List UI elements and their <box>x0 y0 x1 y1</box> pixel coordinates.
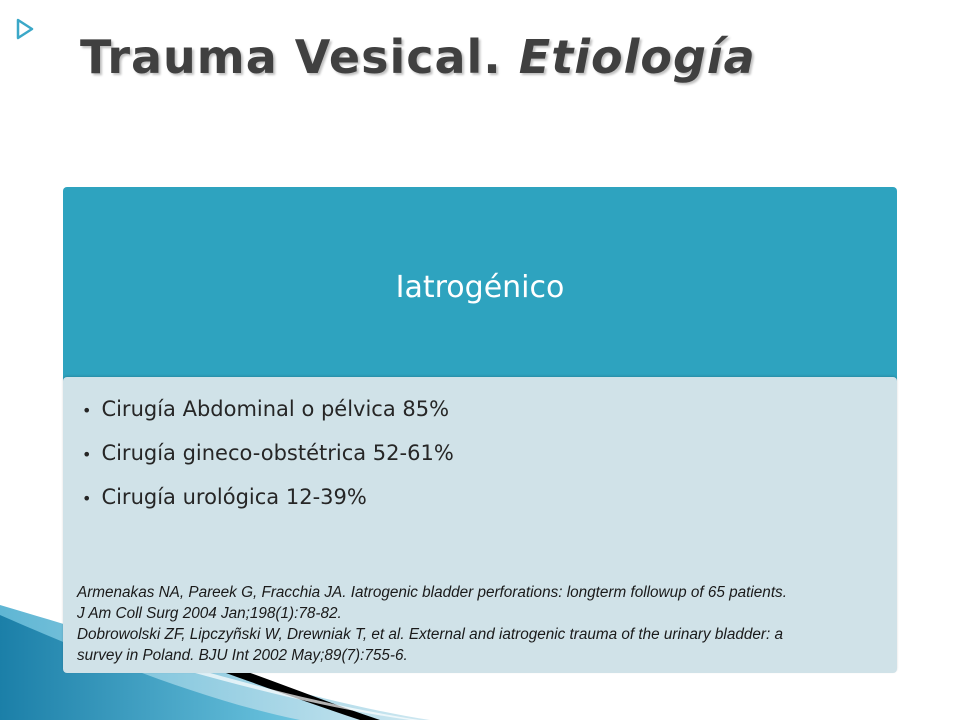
reference-line: Armenakas NA, Pareek G, Fracchia JA. Iatrogenic bladder perforations: longterm followup of 65 patients. <box>77 584 787 601</box>
title-italic: Etiología <box>518 30 756 84</box>
list-item <box>82 436 454 480</box>
reference-line: survey in Poland. BJU Int 2002 May;89(7):755-6. <box>77 647 408 664</box>
category-header-box <box>63 187 897 387</box>
category-header: Iatrogénico <box>395 269 565 305</box>
reference-line: J Am Coll Surg 2004 Jan;198(1):78-82. <box>77 605 342 622</box>
references <box>77 582 957 666</box>
bullet-text: Cirugía urológica 12-39% <box>101 485 367 509</box>
bullet-text: Cirugía Abdominal o pélvica 85% <box>101 397 450 421</box>
bullet-text: Cirugía gineco-obstétrica 52-61% <box>101 441 454 465</box>
slide-title <box>80 30 756 84</box>
reference-line: Dobrowolski ZF, Lipczyñski W, Drewniak T, et al. External and iatrogenic trauma of the urinary bladder: a <box>77 626 783 643</box>
bullet-dot-icon: • <box>82 445 92 464</box>
list-item <box>82 480 454 524</box>
title-main: Trauma Vesical. <box>80 30 519 84</box>
bullet-dot-icon: • <box>82 401 92 420</box>
list-item <box>82 392 454 436</box>
triangle-arrow-icon <box>16 18 34 40</box>
bullet-dot-icon: • <box>82 489 92 508</box>
bullet-list <box>82 392 454 524</box>
